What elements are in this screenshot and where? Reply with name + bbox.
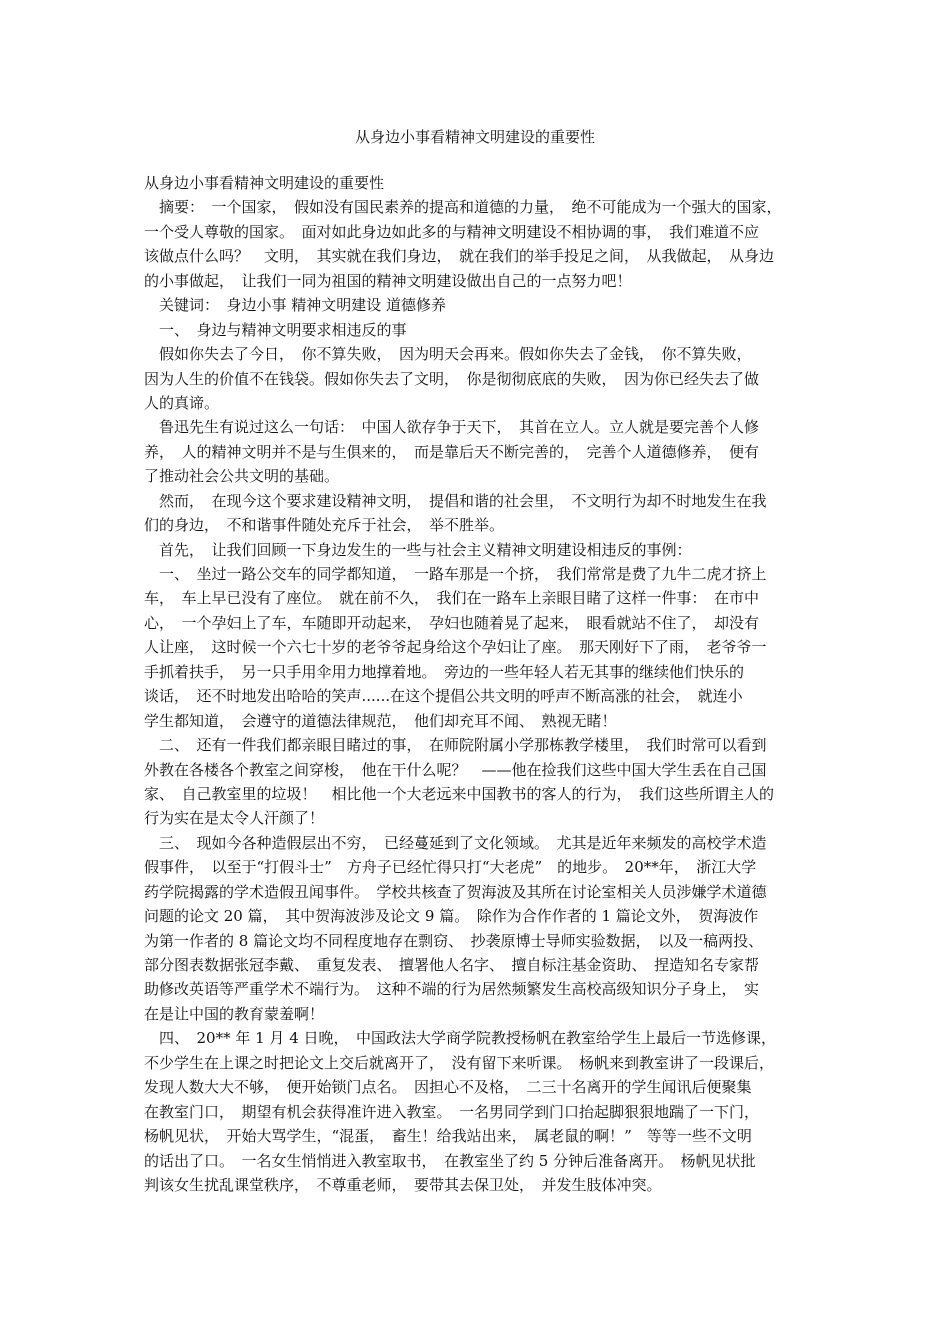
- text-line: 摘要： 一个国家， 假如没有国民素养的提高和道德的力量， 绝不可能成为一个强大的国家，: [144, 198, 782, 217]
- text-line: 心， 一个孕妇上了车，车随即开动起来， 孕妇也随着晃了起来， 眼看就站不住了， 却没有: [144, 613, 760, 632]
- text-line: 三、 现如今各种造假层出不穷， 已经蔓延到了文化领域。 尤其是近年来频发的高校学术造: [144, 833, 767, 852]
- text-line: 在是让中国的教育蒙羞啊！: [144, 1004, 325, 1023]
- text-line: 手抓着扶手， 另一只手用伞用力地撑着地。 旁边的一些年轻人若无其事的继续他们快乐的: [144, 662, 745, 681]
- text-line: 四、 20** 年 1 月 4 日晚， 中国政法大学商学院教授杨帆在教室给学生上最后一节选修课，: [144, 1029, 777, 1048]
- text-line: 杨帆见状， 开始大骂学生，“混蛋， 畜生！给我站出来， 属老鼠的啊！” 等等一些不文明: [144, 1127, 752, 1146]
- text-line: 一、 坐过一路公交车的同学都知道， 一路车那是一个挤， 我们常常是费了九牛二虎才挤上: [144, 565, 767, 583]
- text-line: 一、 身边与精神文明要求相违反的事: [144, 320, 407, 339]
- text-line: 助修改英语等严重学术不端行为。 这种不端的行为居然频繁发生高校高级知识分子身上， 实: [144, 980, 760, 999]
- text-line: 人的真谛。: [144, 393, 220, 412]
- text-line: 的小事做起， 让我们一同为祖国的精神文明建设做出自己的一点努力吧！: [144, 271, 632, 290]
- text-line: 问题的论文 20 篇， 其中贺海波涉及论文 9 篇。 除作为合作作者的 1 篇论文外， 贺海波作: [144, 907, 759, 926]
- document-body: [144, 171, 812, 1197]
- text-line: 们的身边， 不和谐事件随处充斥于社会， 举不胜举。: [144, 516, 505, 535]
- text-line: 为第一作者的 8 篇论文均不同程度地存在剽窃、 抄袭原博士导师实验数据， 以及一稿两投、: [144, 931, 764, 950]
- text-line: 不少学生在上课之时把论文上交后就离开了， 没有留下来听课。 杨帆来到教室讲了一段课后，: [144, 1053, 775, 1072]
- text-line: 学生都知道， 会遵守的道德法律规范， 他们却充耳不闻、 熟视无睹！: [144, 711, 617, 730]
- text-line: 谈话， 还不时地发出哈哈的笑声......在这个提倡公共文明的呼声不断高涨的社会， 就连小: [144, 687, 743, 706]
- text-line: 的话出了口。 一名女生悄悄进入教室取书， 在教室坐了约 5 分钟后准备离开。 杨帆见状批: [144, 1151, 756, 1170]
- text-line: 一个受人尊敬的国家。 面对如此身边如此多的与精神文明建设不相协调的事， 我们难道不应: [144, 222, 760, 241]
- text-line: 关键词： 身边小事 精神文明建设 道德修养: [144, 296, 447, 315]
- text-line: 家、 自己教室里的垃圾！ 相比他一个大老远来中国教书的客人的行为， 我们这些所谓主人的: [144, 784, 775, 803]
- text-line: 部分图表数据张冠李戴、 重复发表、 擅署他人名字、 擅自标注基金资助、 捏造知名专家帮: [144, 956, 760, 974]
- text-line: 判该女生扰乱课堂秩序， 不尊重老师， 要带其去保卫处， 并发生肢体冲突。: [144, 1175, 662, 1194]
- text-line: 人让座， 这时候一个六七十岁的老爷爷起身给这个孕妇让了座。 那天刚好下了雨， 老爷爷一: [144, 638, 767, 657]
- text-line: 因为人生的价值不在钱袋。假如你失去了文明， 你是彻彻底底的失败， 因为你已经失去了做: [144, 369, 760, 388]
- text-line: 首先， 让我们回顾一下身边发生的一些与社会主义精神文明建设相违反的事例：: [144, 540, 692, 559]
- text-line: 假事件， 以至于“打假斗士” 方舟子已经忙得只打“大老虎” 的地步。 20**年， 浙江大学: [144, 858, 757, 877]
- text-line: 药学院揭露的学术造假丑闻事件。 学校共核查了贺海波及其所在讨论室相关人员涉嫌学术道德: [144, 882, 767, 901]
- page-title: 从身边小事看精神文明建设的重要性: [354, 128, 595, 146]
- text-line: 行为实在是太令人汗颜了！: [144, 809, 325, 828]
- text-line: 二、 还有一件我们都亲眼目睹过的事， 在师院附属小学那栋教学楼里， 我们时常可以看到: [144, 736, 767, 755]
- text-line: 在教室门口， 期望有机会获得准许进入教室。 一名男同学到门口抬起脚狠狠地踹了一下门，: [144, 1102, 760, 1121]
- text-line: 发现人数大大不够， 便开始锁门点名。 因担心不及格， 二三十名离开的学生闻讯后便聚集: [144, 1078, 752, 1097]
- text-line: 养， 人的精神文明并不是与生俱来的， 而是靠后天不断完善的， 完善个人道德修养， 便有: [144, 442, 760, 461]
- text-line: 车， 车上早已没有了座位。 就在前不久， 我们在一路车上亲眼目睹了这样一件事： 在市中: [144, 589, 760, 608]
- text-line: 了推动社会公共文明的基础。: [144, 467, 340, 486]
- text-line: 该做点什么吗？ 文明， 其实就在我们身边， 就在我们的举手投足之间， 从我做起， 从身边: [144, 247, 775, 266]
- text-line: 从身边小事看精神文明建设的重要性: [144, 174, 385, 192]
- text-line: 假如你失去了今日， 你不算失败， 因为明天会再来。假如你失去了金钱， 你不算失败，: [144, 345, 752, 364]
- text-line: 然而， 在现今这个要求建设精神文明， 提倡和谐的社会里， 不文明行为却不时地发生在我: [144, 491, 767, 510]
- text-line: 外教在各楼各个教室之间穿梭， 他在干什么呢？ ——他在捡我们这些中国大学生丢在自己国: [144, 760, 767, 779]
- text-line: 鲁迅先生有说过这么一句话： 中国人欲存争于天下， 其首在立人。立人就是要完善个人修: [144, 418, 760, 437]
